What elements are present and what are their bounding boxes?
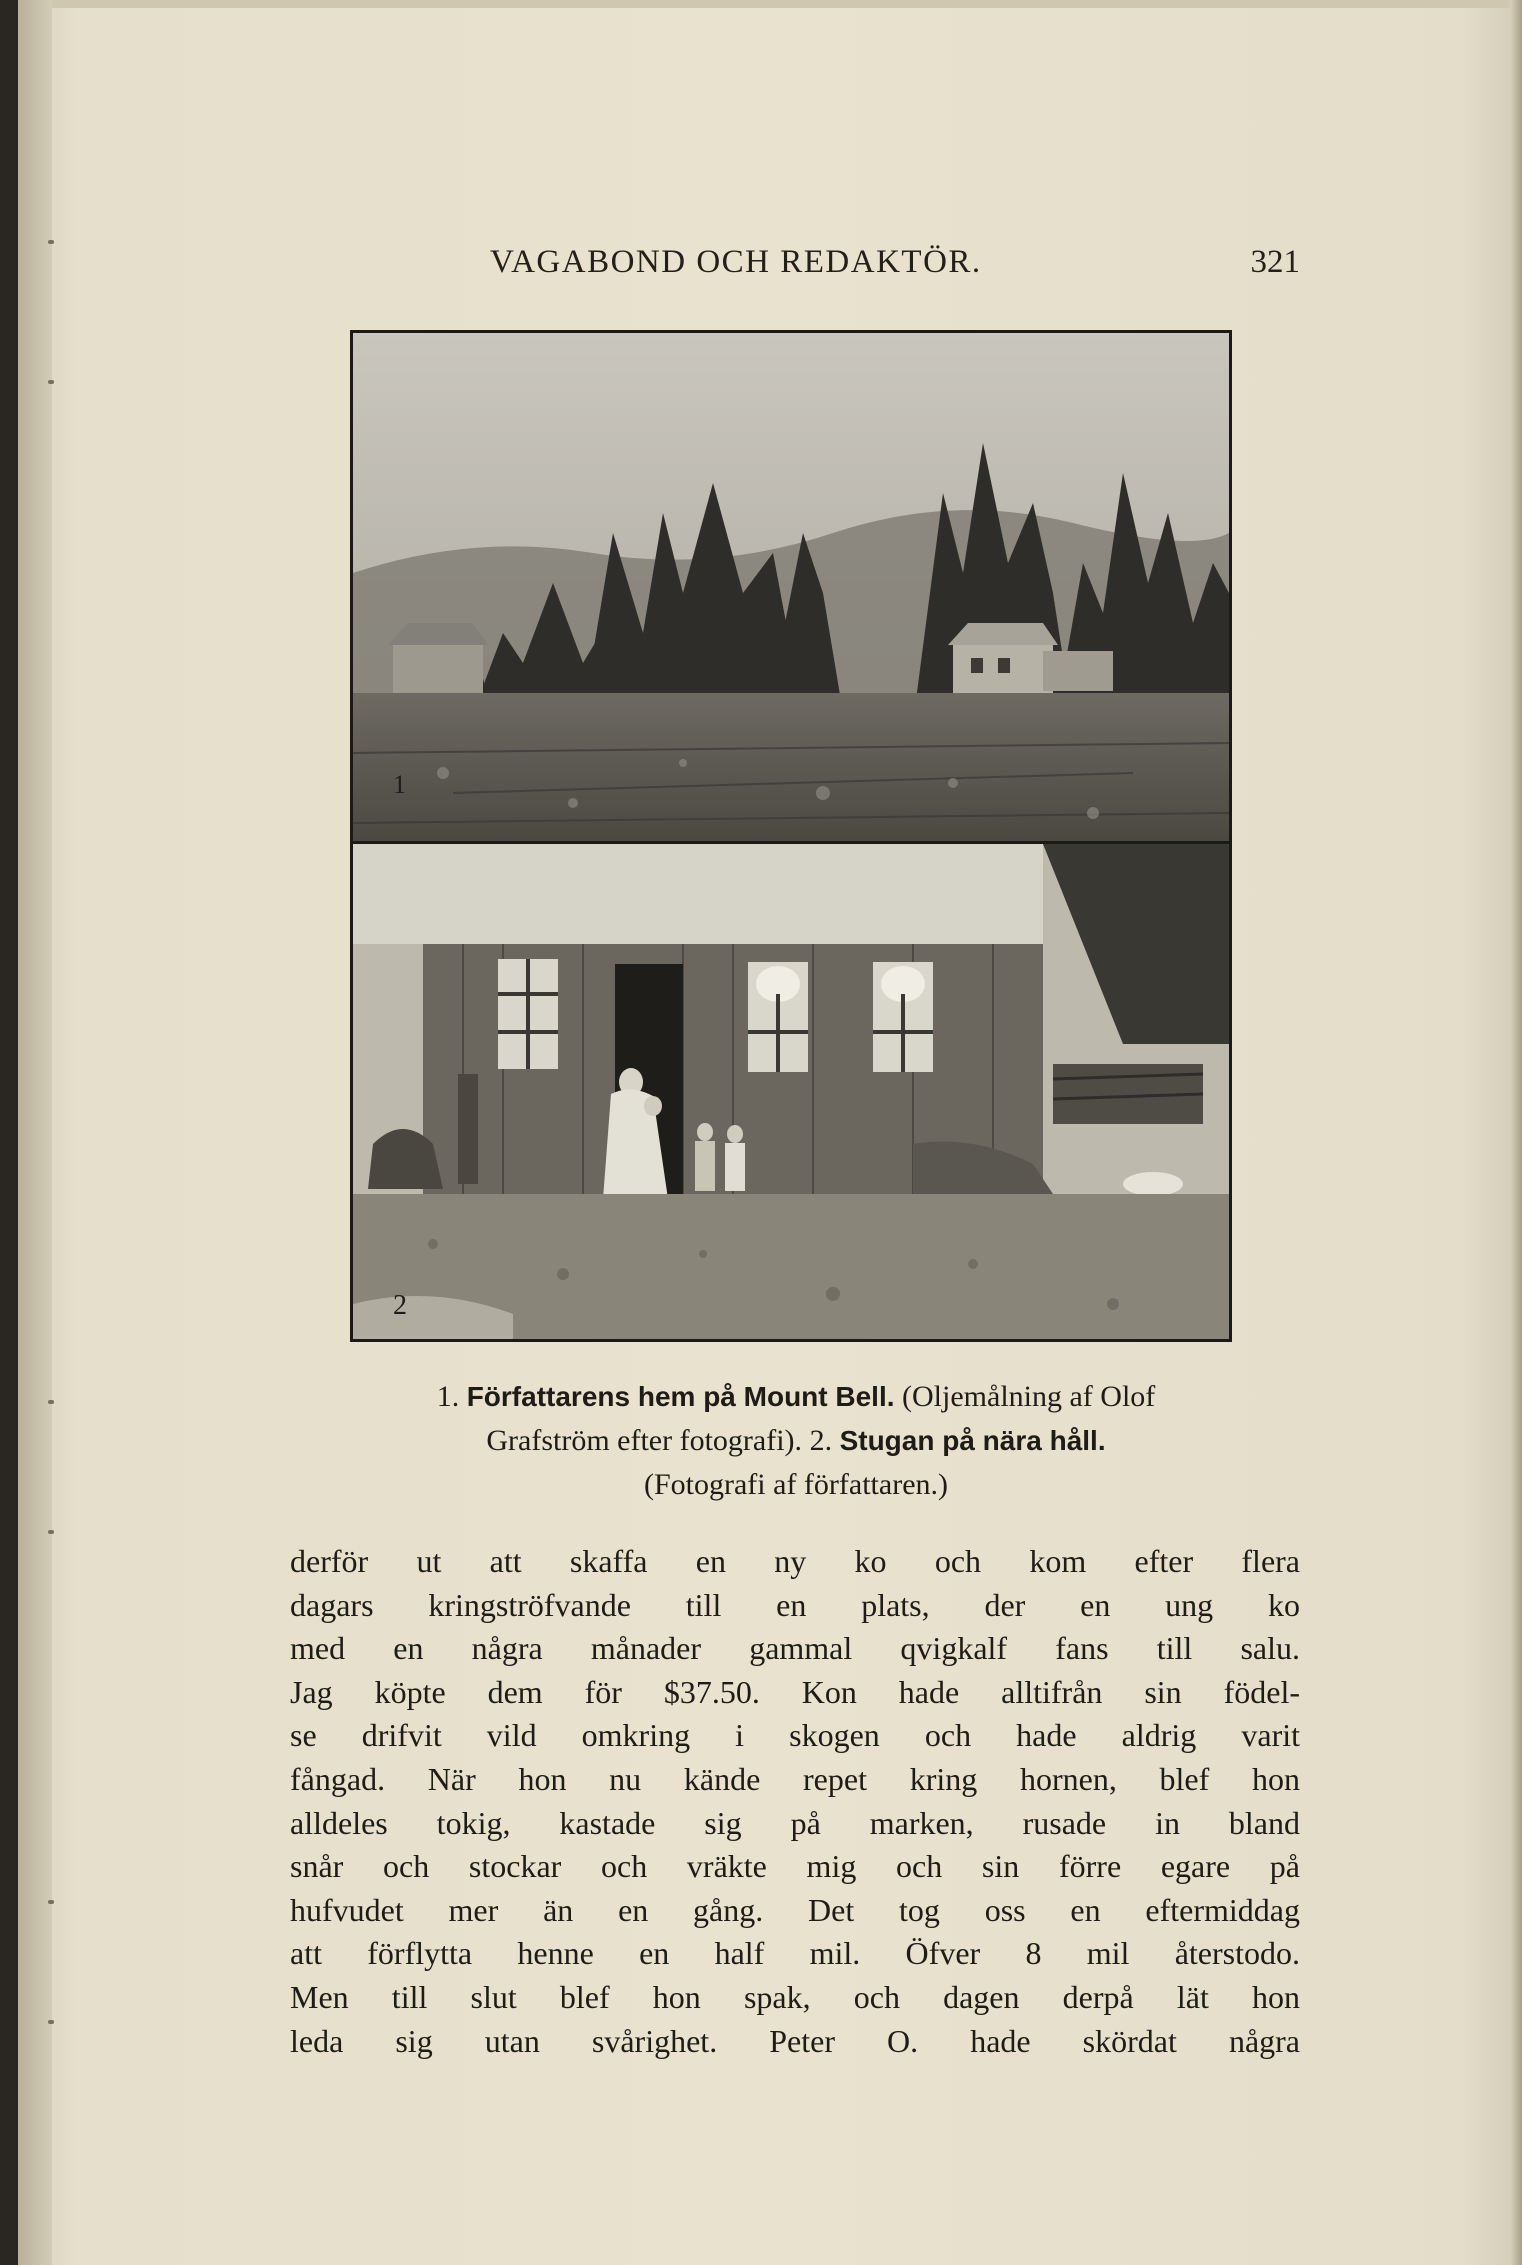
binding-hole xyxy=(48,2020,54,2024)
photo-cabin-closeup xyxy=(353,841,1229,1339)
text-line: dagars kringströfvande till en plats, der en ung ko xyxy=(290,1586,1300,1623)
page-header xyxy=(280,244,1304,288)
binding-hole xyxy=(48,380,54,384)
text-line: Men till slut blef hon spak, och dagen derpå lät hon xyxy=(290,1978,1300,2015)
text-line: hufvudet mer än en gång. Det tog oss en eftermiddag xyxy=(290,1891,1300,1928)
text-line: med en några månader gammal qvigkalf fans till salu. xyxy=(290,1630,1300,1667)
page-gutter xyxy=(18,0,52,2265)
text-line: alldeles tokig, kastade sig på marken, rusade in bland xyxy=(290,1804,1300,1841)
caption-line xyxy=(290,1463,1302,1507)
page-number: 321 xyxy=(1250,244,1300,280)
cabin-window xyxy=(748,962,808,1072)
page-top-edge xyxy=(18,0,1522,8)
binding-hole xyxy=(48,1400,54,1404)
text-line: leda sig utan svårighet. Peter O. hade skördat några xyxy=(290,2022,1300,2059)
caption-number-1: 1. xyxy=(436,1380,460,1413)
body-text xyxy=(290,1540,1300,2063)
caption-text-2: (Fotografi af författaren.) xyxy=(643,1468,948,1501)
caption-text-1a: (Oljemålning af Olof xyxy=(902,1380,1156,1413)
running-head: VAGABOND OCH REDAKTÖR. xyxy=(490,244,982,280)
caption-title-1: Författarens hem på Mount Bell. xyxy=(466,1381,895,1412)
caption-text-1b: Grafström efter fotografi). xyxy=(486,1424,803,1457)
binding-hole xyxy=(48,1530,54,1534)
caption-title-2: Stugan på nära håll. xyxy=(839,1425,1106,1456)
landscape-painting xyxy=(353,333,1229,841)
caption-number-2: 2. xyxy=(809,1424,833,1457)
text-line: fångad. När hon nu kände repet kring hornen, blef hon xyxy=(290,1760,1300,1797)
figure-caption xyxy=(290,1375,1302,1507)
photo-plate xyxy=(350,330,1232,1342)
text-line: Jag köpte dem för $37.50. Kon hade alltifrån sin födel- xyxy=(290,1673,1300,1710)
page-right-edge xyxy=(1510,0,1522,2265)
text-line: snår och stockar och vräkte mig och sin förre egare på xyxy=(290,1848,1300,1885)
binding-hole xyxy=(48,240,54,244)
caption-line xyxy=(290,1419,1302,1463)
caption-line xyxy=(290,1375,1302,1419)
text-line: se drifvit vild omkring i skogen och hade aldrig varit xyxy=(290,1717,1300,1754)
text-line: derför ut att skaffa en ny ko och kom efter flera xyxy=(290,1543,1300,1579)
distant-house xyxy=(388,623,488,693)
cabin-window xyxy=(498,959,558,1069)
cabin-photograph xyxy=(353,844,1229,1339)
text-line: att förflytta henne en half mil. Öfver 8 mil återstodo. xyxy=(290,1935,1300,1972)
cabin-window xyxy=(873,962,933,1072)
binding-hole xyxy=(48,1900,54,1904)
photo-marker-1: 1 xyxy=(393,770,406,799)
photo-farm-landscape xyxy=(353,333,1229,841)
photo-marker-2: 2 xyxy=(393,1290,407,1321)
